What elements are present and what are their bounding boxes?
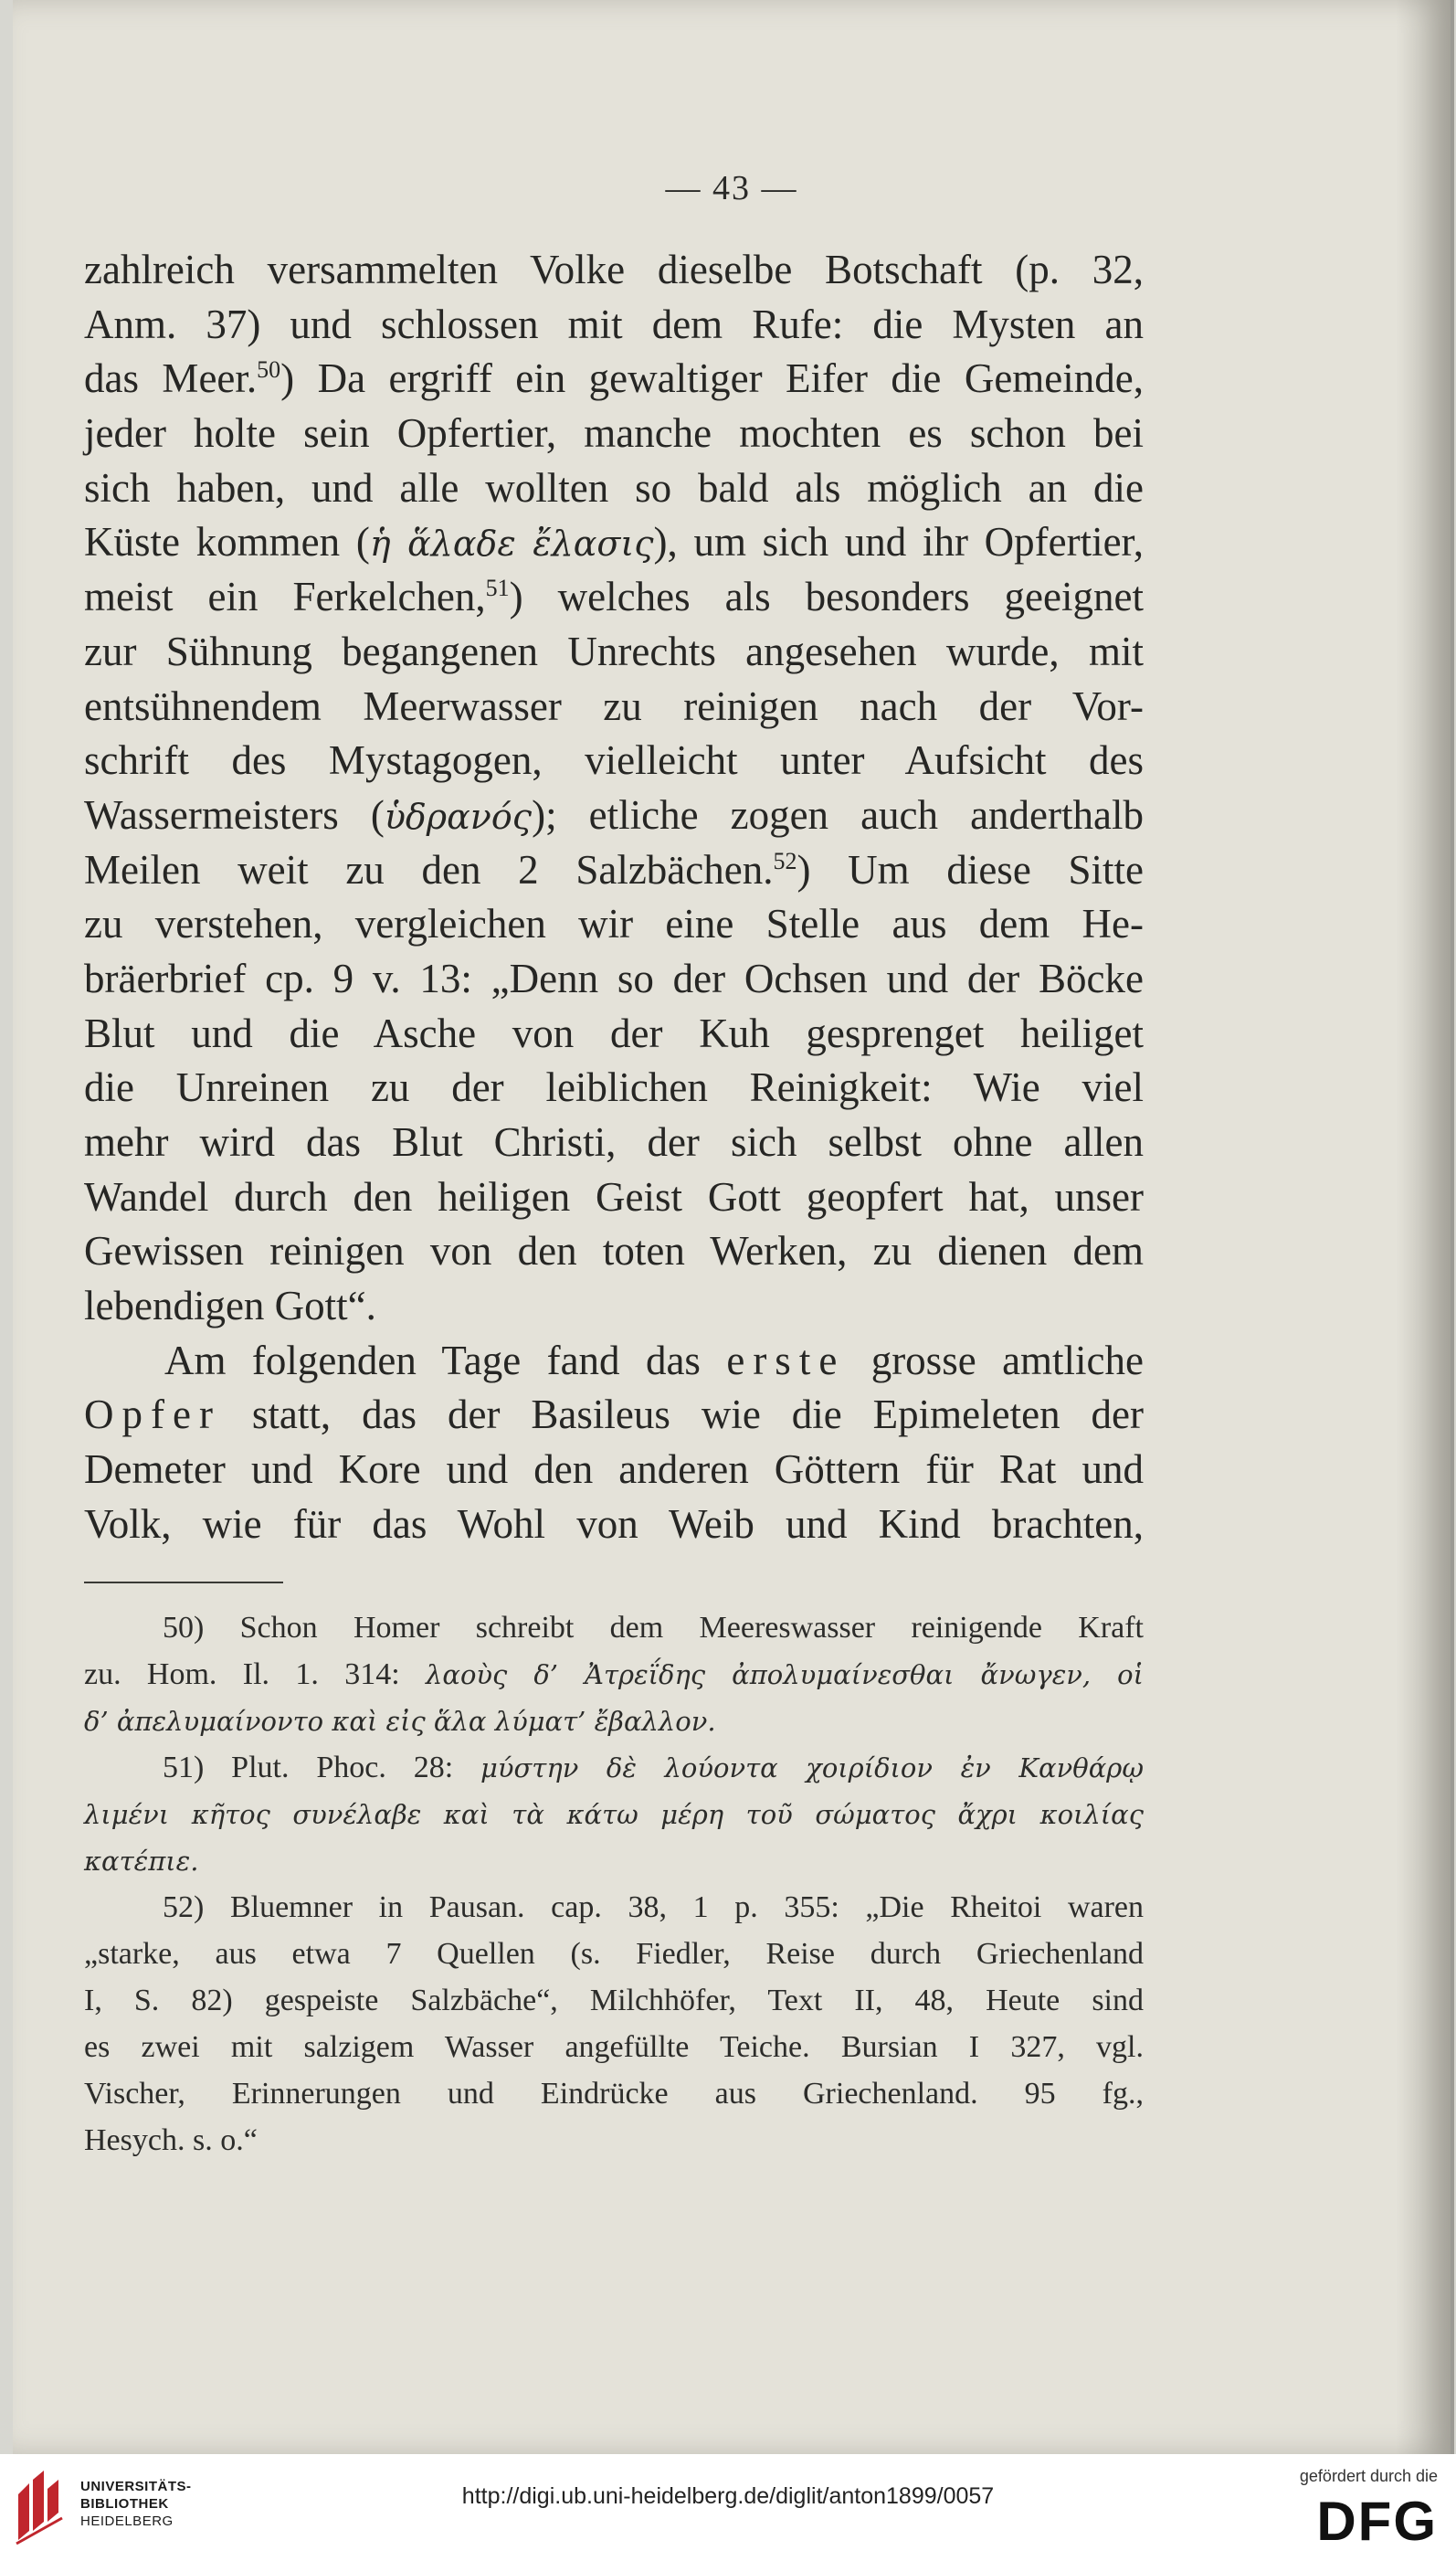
footnote-ref-52: 52 [773, 847, 797, 874]
emphasized-word: erste [726, 1337, 846, 1383]
text-segment: 51) Plut. Phoc. 28: [163, 1751, 481, 1784]
text-line [84, 1334, 1144, 1389]
text-segment: ) Um diese Sitte [797, 846, 1144, 893]
footer-bar [0, 2454, 1456, 2561]
funding-note: gefördert durch die [1299, 2467, 1438, 2485]
footnote-52: 52) Bluemner in Pausan. cap. 38, 1 p. 355: „Die Rheitoi waren [163, 1890, 1144, 1924]
text-line [84, 843, 1144, 898]
text-line: zahlreich versammelten Volke dieselbe Botschaft (p. 32, [84, 247, 1144, 292]
footnote-line [84, 1698, 1144, 1744]
dfg-logo: DFG [1316, 2491, 1438, 2552]
text-line: Anm. 37) und schlossen mit dem Rufe: die Mysten an [84, 301, 1144, 347]
footnote-line: „starke, aus etwa 7 Quellen (s. Fiedler, Reise durch Griechenland [84, 1937, 1144, 1971]
text-line: Volk, wie für das Wohl von Weib und Kind brachten, [84, 1500, 1144, 1547]
footnote-51 [84, 1744, 1144, 1791]
text-line: zur Sühnung begangenen Unrechts angesehen wurde, mit [84, 628, 1144, 674]
footnote-line: Vischer, Erinnerungen und Eindrücke aus Griechenland. 95 fg., [84, 2077, 1144, 2111]
text-line: jeder holte sein Opfertier, manche mochten es schon bei [84, 410, 1144, 457]
text-segment: Küste kommen ( [84, 519, 370, 566]
text-segment: ) welches als besonders geeignet [509, 574, 1144, 620]
greek-quote: λιμένι κῆτος συνέλαβε καὶ τὰ κάτω μέρη τοῦ σώματος ἄχρι κοιλίας [84, 1799, 1144, 1830]
greek-quote: μύστην δὲ λούοντα χοιρίδιον ἐν Κανθάρῳ [480, 1752, 1144, 1783]
footnote-line: I, S. 82) gespeiste Salzbäche“, Milchhöfer, Text II, 48, Heute sind [84, 1984, 1144, 2017]
text-line: Blut und die Asche von der Kuh gesprenget heiliget [84, 1010, 1144, 1056]
text-segment: zu. Hom. Il. 1. 314: [84, 1657, 426, 1691]
text-line [84, 788, 1144, 843]
library-line: UNIVERSITÄTS- [80, 2479, 192, 2494]
text-line: schrift des Mystagogen, vielleicht unter Aufsicht des [84, 737, 1144, 784]
text-line: sich haben, und alle wollten so bald als möglich an die [84, 464, 1144, 511]
text-line: zu verstehen, vergleichen wir eine Stelle aus dem He- [84, 901, 1144, 947]
greek-quote: κατέπιε. [84, 1846, 199, 1877]
greek-quote: λαοὺς δ’ Ἀτρεΐδης ἀπολυμαίνεσθαι ἄνωγεν, οἱ [425, 1659, 1145, 1690]
greek-quote: δ’ ἀπελυμαίνοντο καὶ εἰς ἅλα λύματ’ ἔβαλλον. [84, 1706, 716, 1737]
text-segment: grosse amtliche [845, 1337, 1144, 1383]
source-url-link[interactable]: http://digi.ub.uni-heidelberg.de/diglit/anton1899/0057 [461, 2483, 995, 2509]
footnote-line: Hesych. s. o.“ [84, 2123, 258, 2157]
text-line: bräerbrief cp. 9 v. 13: „Denn so der Ochsen und der Böcke [84, 955, 1144, 1001]
text-segment: meist ein Ferkelchen, [84, 574, 486, 620]
text-line: Gewissen reinigen von den toten Werken, zu dienen dem [84, 1228, 1144, 1275]
page-number: — 43 — [665, 169, 798, 207]
footnote-line [84, 1791, 1144, 1837]
text-segment: Meilen weit zu den 2 Salzbächen. [84, 846, 774, 893]
library-line: BIBLIOTHEK [80, 2496, 169, 2512]
text-segment: Wassermeisters ( [84, 791, 385, 838]
footnote-line [84, 1837, 1144, 1884]
text-segment: das Meer. [84, 355, 258, 402]
footnote-divider [84, 1582, 283, 1583]
text-line [84, 1388, 1144, 1443]
text-segment: Am folgenden Tage fand das [164, 1337, 727, 1383]
text-line [84, 352, 1144, 407]
text-segment: ), um sich und ihr Opfertier, [653, 519, 1144, 566]
text-line: die Unreinen zu der leiblichen Reinigkeit: Wie viel [84, 1064, 1144, 1111]
text-segment: statt, das der Basileus wie die Epimeleten der [220, 1392, 1144, 1438]
footnote-50: 50) Schon Homer schreibt dem Meereswasser reinigende Kraft [163, 1611, 1144, 1645]
footnotes [84, 1604, 1144, 2164]
text-line: entsühnendem Meerwasser zu reinigen nach der Vor- [84, 683, 1144, 729]
text-line: Wandel durch den heiligen Geist Gott geopfert hat, unser [84, 1173, 1144, 1220]
text-line [84, 515, 1144, 570]
greek-word: ὑδρανός [384, 796, 533, 837]
greek-phrase: ἡ ἅλαδε ἔλασις [369, 524, 654, 565]
text-line: Demeter und Kore und den anderen Göttern für Rat und [84, 1446, 1144, 1493]
emphasized-word: Opfer [84, 1392, 221, 1438]
footnote-line: es zwei mit salzigem Wasser angefüllte Teiche. Bursian I 327, vgl. [84, 2030, 1144, 2064]
text-line: mehr wird das Blut Christi, der sich selbst ohne allen [84, 1119, 1144, 1165]
scanned-page [13, 0, 1454, 2454]
library-line: HEIDELBERG [80, 2513, 174, 2529]
text-segment: ); etliche zogen auch anderthalb [532, 791, 1144, 838]
footnote-ref-50: 50 [257, 356, 281, 384]
footnote-ref-51: 51 [485, 575, 510, 602]
footnote-line [84, 1651, 1144, 1698]
text-line [84, 570, 1144, 625]
body-text [84, 243, 1144, 1552]
text-segment: ) Da ergriff ein gewaltiger Eifer die Gemeinde, [280, 355, 1145, 402]
text-line: lebendigen Gott“. [84, 1283, 376, 1329]
